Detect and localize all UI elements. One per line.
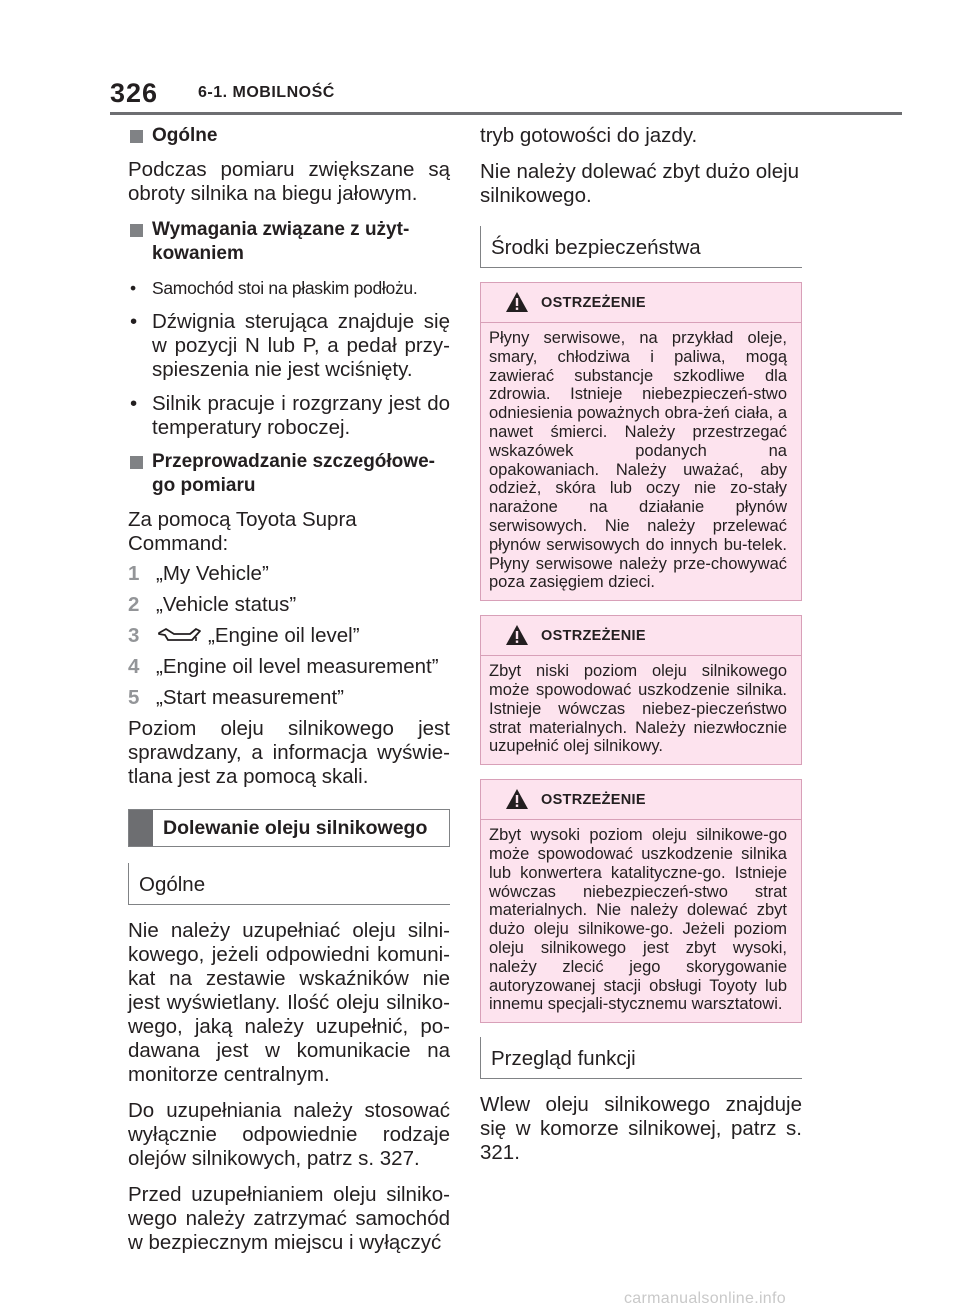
- step-item: 4 „Engine oil level measurement”: [128, 655, 439, 678]
- requirement-item: • Samochód stoi na płaskim podłożu.: [130, 278, 418, 298]
- overview-heading: Przegląd funkcji: [480, 1037, 802, 1079]
- requirements-heading: Wymagania związane z użyt-kowaniem: [128, 218, 450, 266]
- section-title: 6-1. MOBILNOŚĆ: [198, 84, 335, 101]
- result-text: Poziom oleju silnikowego jest sprawdzany, a informacja wyświe-tlana jest za pomocą skali.: [128, 717, 450, 788]
- detailed-intro: Za pomocą Toyota Supra Command:: [128, 508, 357, 555]
- page-number: 326: [110, 78, 159, 108]
- warning-triangle-icon: [505, 291, 529, 313]
- overfill-text: Nie należy dolewać zbyt dużo oleju silnikowego.: [480, 160, 800, 207]
- warning-triangle-icon: [505, 788, 529, 810]
- warning-title: OSTRZEŻENIE: [541, 792, 646, 809]
- watermark: carmanualsonline.info: [624, 1290, 786, 1307]
- refill-paragraph-1: Nie należy uzupełniać oleju silni-kowego, jeżeli odpowiedni komuni-kat na zestawie wskaźników nie jest wyświetlany. Ilość oleju silniko-wego, jaką należy uzupełnić, po-dawana jest w komunikacie na monitorze centralnym.: [128, 919, 450, 1086]
- overview-text: Wlew oleju silnikowego znajduje się w komorze silnikowej, patrz s. 321.: [480, 1093, 802, 1165]
- header-divider: [110, 112, 902, 115]
- warning-title: OSTRZEŻENIE: [541, 295, 646, 311]
- warning-triangle-icon: [505, 624, 529, 646]
- section-marker: [129, 810, 153, 846]
- page-header: [110, 78, 902, 118]
- warning-text: Zbyt wysoki poziom oleju silnikowe-go może spowodować uszkodzenie silnika lub konwertera katalityczne-go. Istnieje wówczas niebezpieczeń-stwo strat materialnych. Nie należy dolewać zbyt dużo oleju silnikowe-go. Jeżeli poziom oleju silnikowego jest zbyt wysoki, należy zlecić jego skorygowanie autoryzowanej stacji obsługi Toyoty lub innemu specjali-stycznemu warsztatowi.: [489, 826, 787, 1014]
- warning-box: [480, 282, 802, 601]
- left-column: [128, 124, 450, 1267]
- general-text: Podczas pomiaru zwiększane są obroty silnika na biegu jałowym.: [128, 158, 450, 205]
- warning-box: [480, 779, 802, 1023]
- requirement-item: • Silnik pracuje i rozgrzany jest do temperatury roboczej.: [130, 392, 450, 439]
- requirement-item: • Dźwignia sterująca znajduje się w pozycji N lub P, a pedał przy-spieszenia nie jest wciśnięty.: [130, 310, 450, 381]
- detailed-measurement-heading: Przeprowadzanie szczegółowe-go pomiaru: [128, 450, 450, 498]
- right-column: [480, 124, 802, 1177]
- step-item: 2 „Vehicle status”: [128, 593, 297, 616]
- refill-paragraph-2: Do uzupełniania należy stosować wyłącznie odpowiednie rodzaje olejów silnikowych, patrz s. 327.: [128, 1099, 450, 1170]
- square-bullet-icon: [130, 224, 143, 237]
- square-bullet-icon: [130, 130, 143, 143]
- warning-text: Płyny serwisowe, na przykład oleje, smary, chłodziwa i paliwa, mogą zawierać substancje szkodliwe dla zdrowia. Istnieje niebezpieczeń-stwo odniesienia poważnych obra-żeń ciała, a nawet śmierci. Należy przestrzegać wskazówek podanych na opakowaniach. Należy uważać, aby odzież, skóra lub oczy nie zo-stały narażone na działanie płynów serwisowych. Nie należy przelewać płynów serwisowych do innych bu-telek. Płyny serwisowe należy prze-chowywać poza zasięgiem dzieci.: [489, 329, 787, 592]
- continued-text: tryb gotowości do jazdy.: [480, 124, 698, 147]
- step-item: 3 „Engine oil level”: [128, 624, 360, 647]
- refill-section-header: Dolewanie oleju silnikowego: [128, 809, 450, 847]
- square-bullet-icon: [130, 456, 143, 469]
- warning-text: Zbyt niski poziom oleju silnikowego może spowodować uszkodzenie silnika. Istnieje wówczas niebez-pieczeństwo strat materialnych. Należy niezwłocznie uzupełnić olej silnikowy.: [489, 662, 787, 756]
- warning-box: [480, 615, 802, 765]
- safety-heading: Środki bezpieczeństwa: [480, 226, 802, 268]
- step-item: 1 „My Vehicle”: [128, 562, 269, 585]
- step-item: 5 „Start measurement”: [128, 686, 344, 709]
- refill-paragraph-3: Przed uzupełnianiem oleju silniko-wego należy zatrzymać samochód w bezpiecznym miejscu i wyłączyć: [128, 1183, 450, 1254]
- warning-title: OSTRZEŻENIE: [541, 628, 646, 645]
- general-heading: Ogólne: [128, 124, 450, 148]
- refill-general-heading: Ogólne: [128, 863, 450, 905]
- oil-can-icon: [156, 625, 202, 643]
